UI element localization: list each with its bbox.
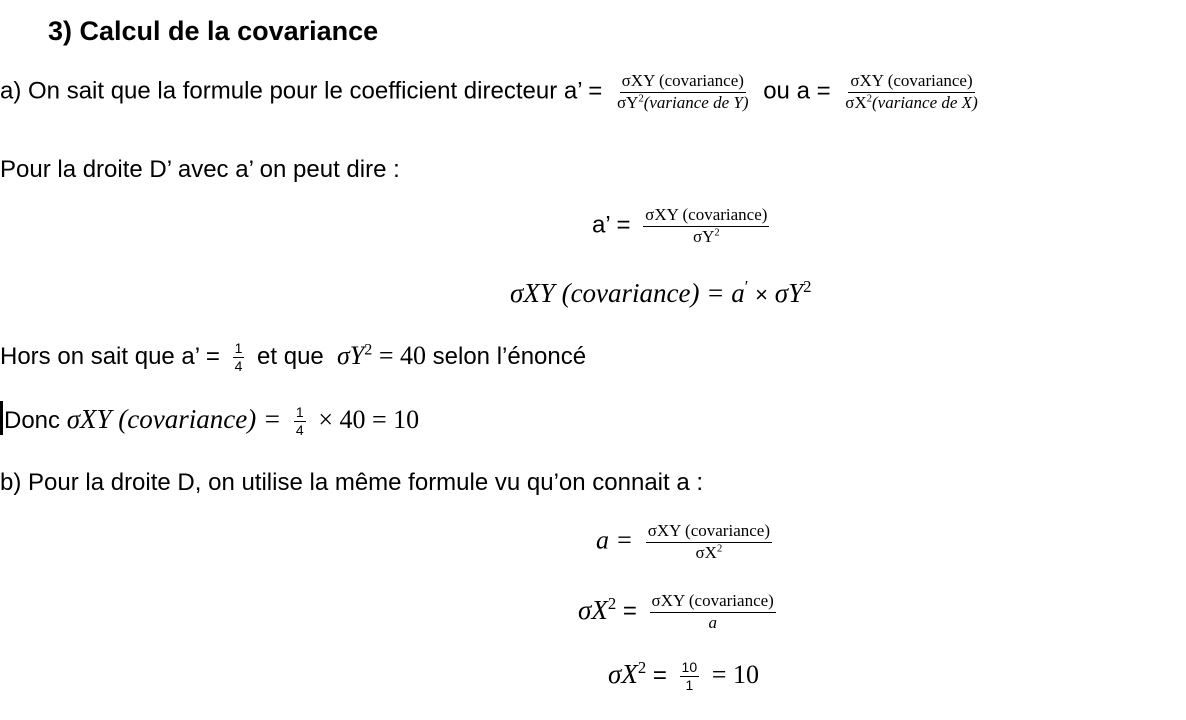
eq1-den-base: σY	[692, 226, 715, 246]
eq5-fraction	[680, 660, 700, 694]
eq4-eq: =	[622, 597, 637, 625]
eq4-numerator: σXY (covariance)	[651, 591, 774, 610]
frac2-den-tail: (variance de X)	[872, 92, 978, 112]
eq4-lhs-base: σX	[578, 594, 608, 625]
donc-text: Donc	[4, 407, 61, 435]
text-cursor	[0, 401, 3, 435]
eq4-denominator: a	[708, 612, 717, 632]
eq4-fraction	[650, 592, 776, 632]
donc-frac-den: 4	[295, 422, 304, 439]
equation-a	[596, 522, 778, 562]
frac1-den-exp: 2	[638, 93, 644, 105]
donc-frac-num: 1	[295, 404, 304, 420]
line-hors	[0, 341, 586, 375]
frac1-numerator: σXY (covariance)	[621, 71, 744, 90]
hors-text1: Hors on sait que a’ =	[0, 343, 220, 371]
frac2-den-exp: 2	[866, 93, 872, 105]
eq3-lhs: a =	[596, 525, 634, 555]
eq2-rhs-exp: 2	[803, 277, 812, 296]
fraction-a-formula	[843, 72, 979, 112]
eq1-numerator: σXY (covariance)	[645, 205, 768, 224]
line-b-intro: b) Pour la droite D, on utilise la même formule vu qu’on connait a :	[0, 469, 704, 496]
hors-text3: selon l’énoncé	[432, 343, 587, 371]
hors-sigma: σY	[336, 341, 365, 371]
eq2-times: ×	[755, 282, 769, 307]
equation-variance-result	[608, 660, 759, 694]
equation-variance-x	[578, 592, 782, 632]
eq5-result: = 10	[711, 660, 759, 690]
equation-covariance-product	[510, 277, 812, 308]
hors-eq: = 40	[378, 341, 426, 371]
hors-fraction	[233, 341, 245, 375]
eq5-numerator: 10	[681, 659, 698, 675]
line-donc	[4, 405, 419, 439]
line-d-prime: Pour la droite D’ avec a’ on peut dire :	[0, 156, 400, 183]
frac2-den-base: σX	[845, 92, 867, 112]
hors-frac-num: 1	[234, 340, 243, 356]
equation-a-prime	[592, 206, 775, 246]
eq2-rhs-base: σY	[774, 278, 804, 308]
donc-fraction	[294, 405, 306, 439]
eq2-prime: ′	[744, 277, 749, 296]
hors-exp: 2	[364, 341, 373, 359]
eq3-fraction	[646, 522, 772, 562]
line-a-intro	[0, 72, 986, 112]
hors-frac-den: 4	[234, 358, 243, 375]
eq4-lhs-exp: 2	[607, 593, 617, 613]
donc-expr: σXY (covariance) =	[66, 404, 282, 435]
donc-rest: × 40 = 10	[318, 405, 420, 435]
eq5-eq: =	[652, 662, 667, 690]
hors-text2: et que	[257, 343, 324, 371]
eq5-lhs-base: σX	[608, 659, 638, 690]
eq3-den-base: σX	[695, 542, 717, 562]
frac1-den-tail: (variance de Y)	[643, 92, 749, 112]
a-intro-text: a) On sait que la formule pour le coefficient directeur a’ =	[0, 77, 603, 105]
frac2-numerator: σXY (covariance)	[850, 71, 973, 90]
ou-a-text: ou a =	[763, 77, 831, 105]
section-heading: 3) Calcul de la covariance	[48, 16, 379, 46]
eq5-lhs-exp: 2	[637, 658, 647, 678]
eq1-den-exp: 2	[714, 227, 720, 239]
eq3-den-exp: 2	[716, 543, 723, 555]
eq3-numerator: σXY (covariance)	[647, 521, 770, 540]
eq2-lhs: σXY (covariance) = a	[510, 278, 745, 308]
eq1-lhs: a’ =	[592, 211, 631, 239]
eq5-denominator: 1	[685, 677, 694, 694]
fraction-a-prime-formula	[615, 72, 751, 112]
frac1-den-base: σY	[617, 92, 639, 112]
eq1-fraction	[643, 206, 769, 246]
